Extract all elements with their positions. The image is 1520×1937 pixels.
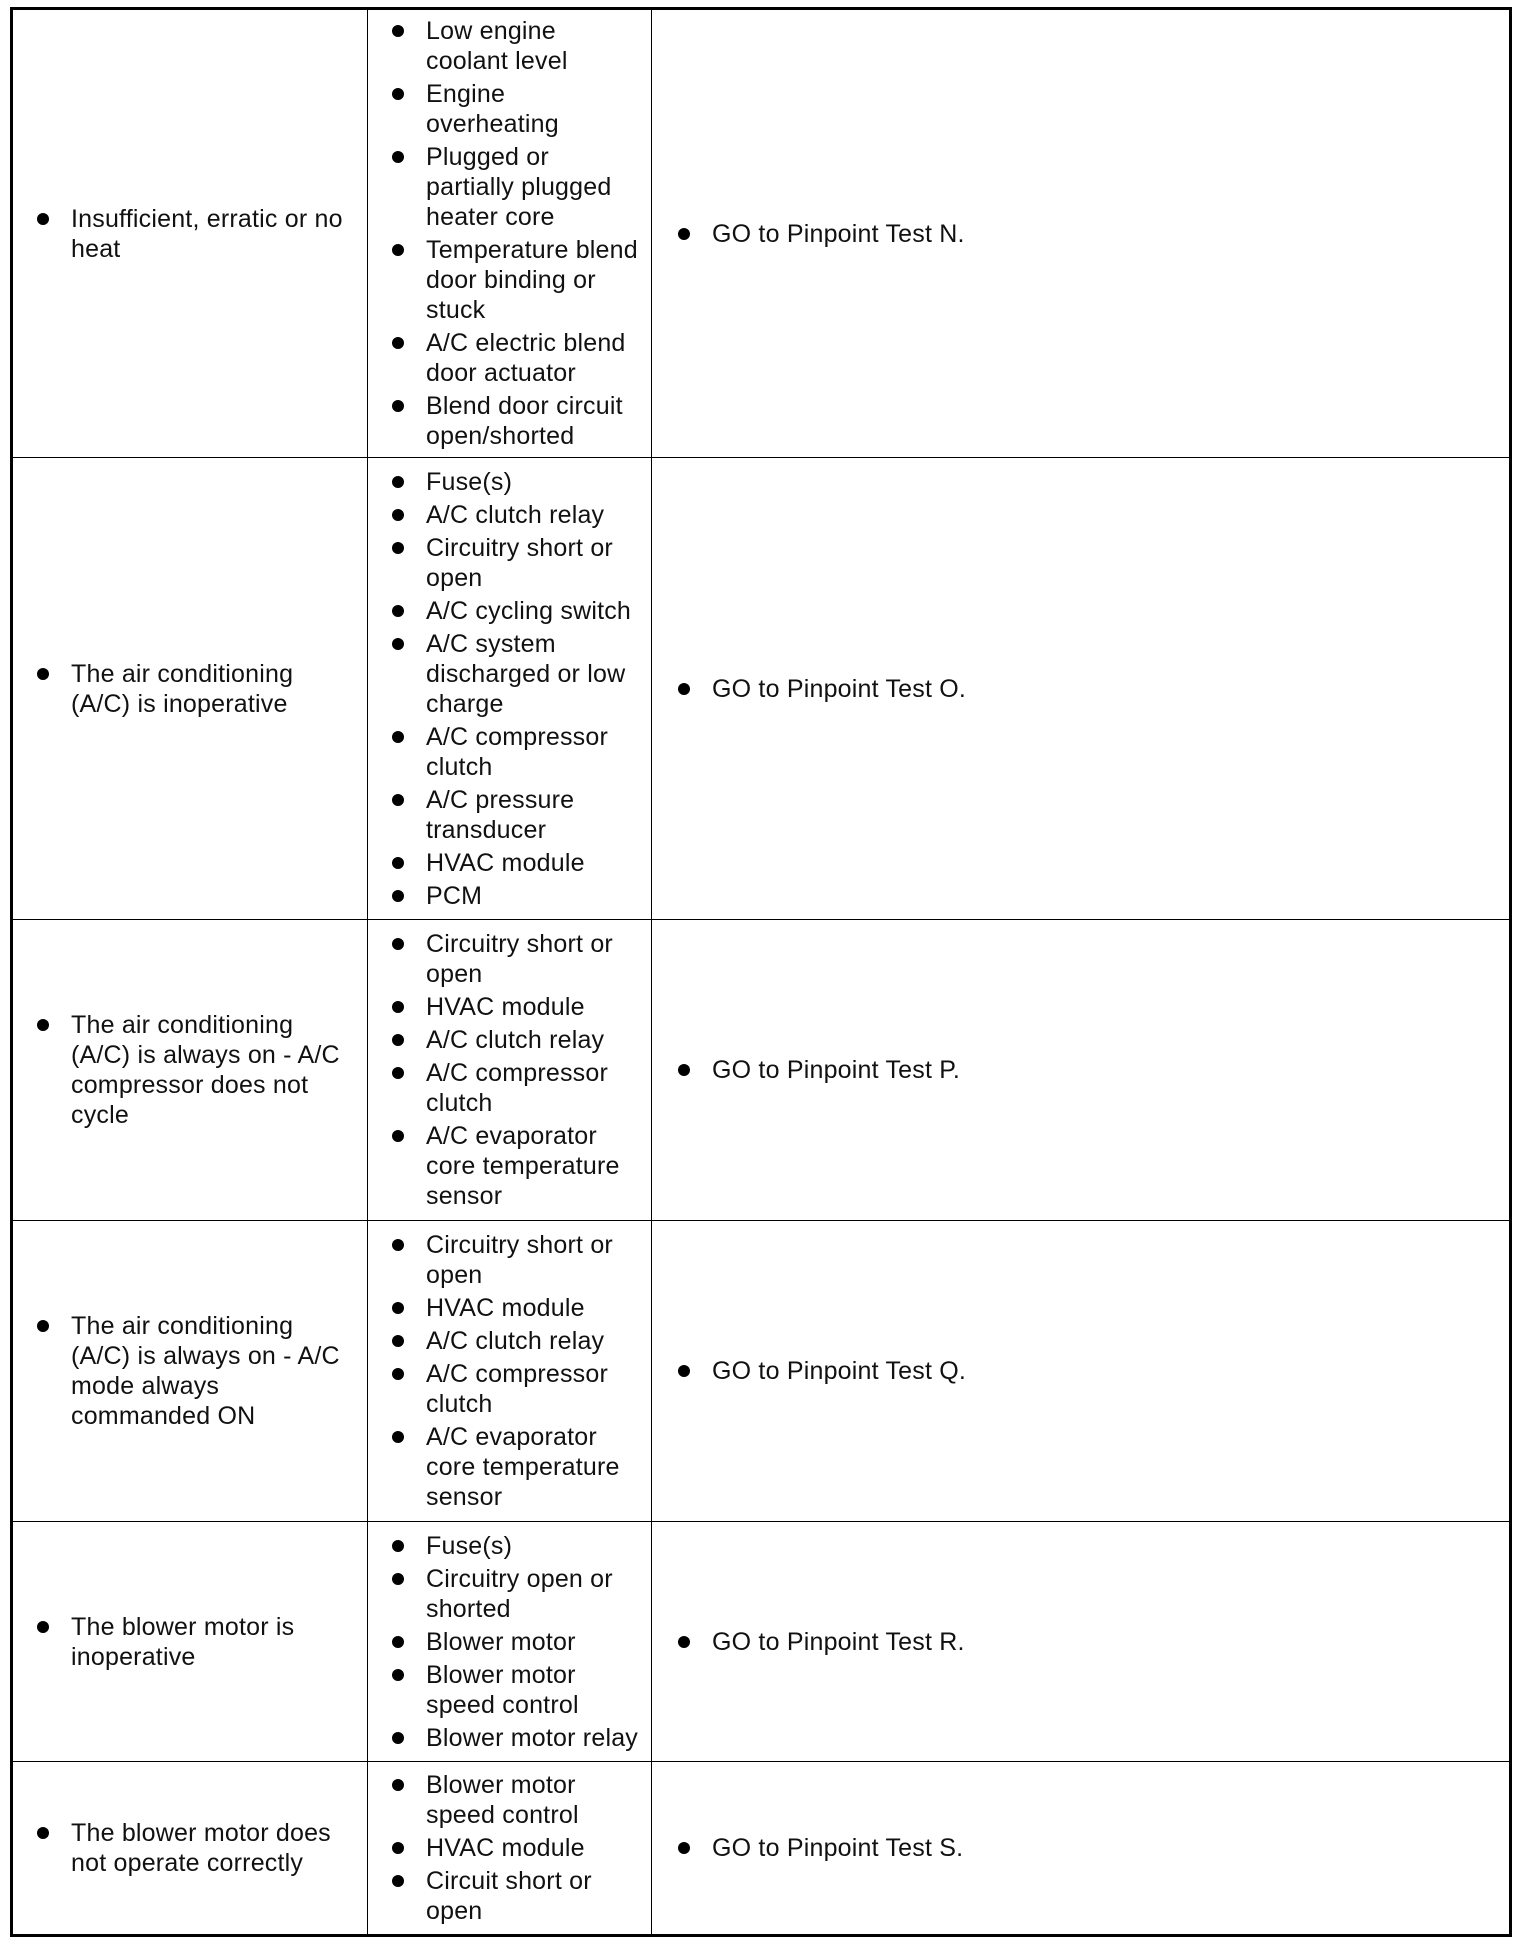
condition-cell (12, 1762, 368, 1936)
condition-text: The blower motor does not operate correctly (35, 1818, 357, 1878)
cause-item: A/C system discharged or low charge (390, 629, 641, 719)
cause-item: Circuitry open or shorted (390, 1564, 641, 1624)
cause-item: Low engine coolant level (390, 16, 641, 76)
condition-text: The air conditioning (A/C) is inoperative (35, 659, 357, 719)
cause-item: Circuitry short or open (390, 929, 641, 989)
cause-item: Plugged or partially plugged heater core (390, 142, 641, 232)
cause-item: A/C electric blend door actuator (390, 328, 641, 388)
action-text: GO to Pinpoint Test P. (676, 1055, 1499, 1085)
causes-cell (368, 1221, 652, 1522)
cause-item: A/C evaporator core temperature sensor (390, 1422, 641, 1512)
action-cell (652, 458, 1511, 920)
action-cell (652, 920, 1511, 1221)
cause-item: Temperature blend door binding or stuck (390, 235, 641, 325)
causes-list (390, 929, 641, 1211)
cause-item: Circuitry short or open (390, 1230, 641, 1290)
cause-item: Blower motor speed control (390, 1770, 641, 1830)
causes-cell (368, 1522, 652, 1762)
cause-item: HVAC module (390, 1833, 641, 1863)
cause-item: A/C cycling switch (390, 596, 641, 626)
cause-item: Circuit short or open (390, 1866, 641, 1926)
causes-list (390, 1230, 641, 1512)
cause-item: A/C compressor clutch (390, 1058, 641, 1118)
causes-list (390, 16, 641, 451)
causes-cell (368, 458, 652, 920)
cause-item: HVAC module (390, 848, 641, 878)
cause-item: A/C evaporator core temperature sensor (390, 1121, 641, 1211)
cause-item: A/C clutch relay (390, 500, 641, 530)
cause-item: Engine overheating (390, 79, 641, 139)
cause-item: Blower motor (390, 1627, 641, 1657)
cause-item: Blower motor speed control (390, 1660, 641, 1720)
table-row (12, 458, 1511, 920)
condition-cell (12, 458, 368, 920)
action-text: GO to Pinpoint Test S. (676, 1833, 1499, 1863)
table-row (12, 9, 1511, 458)
cause-item: A/C clutch relay (390, 1326, 641, 1356)
cause-item: PCM (390, 881, 641, 911)
symptom-chart-table (10, 7, 1512, 1937)
action-text: GO to Pinpoint Test R. (676, 1627, 1499, 1657)
table-row (12, 920, 1511, 1221)
condition-cell (12, 9, 368, 458)
action-cell (652, 1221, 1511, 1522)
causes-cell (368, 9, 652, 458)
cause-item: HVAC module (390, 992, 641, 1022)
cause-item: Blend door circuit open/shorted (390, 391, 641, 451)
action-cell (652, 9, 1511, 458)
cause-item: Circuitry short or open (390, 533, 641, 593)
cause-item: Fuse(s) (390, 467, 641, 497)
action-cell (652, 1762, 1511, 1936)
action-cell (652, 1522, 1511, 1762)
condition-cell (12, 1522, 368, 1762)
action-text: GO to Pinpoint Test O. (676, 674, 1499, 704)
causes-cell (368, 920, 652, 1221)
cause-item: A/C pressure transducer (390, 785, 641, 845)
causes-list (390, 1531, 641, 1753)
action-text: GO to Pinpoint Test N. (676, 219, 1499, 249)
cause-item: A/C compressor clutch (390, 722, 641, 782)
condition-cell (12, 1221, 368, 1522)
causes-list (390, 1770, 641, 1926)
condition-text: The blower motor is inoperative (35, 1612, 357, 1672)
causes-cell (368, 1762, 652, 1936)
cause-item: A/C compressor clutch (390, 1359, 641, 1419)
cause-item: HVAC module (390, 1293, 641, 1323)
condition-cell (12, 920, 368, 1221)
table-row (12, 1522, 1511, 1762)
table-row (12, 1221, 1511, 1522)
action-text: GO to Pinpoint Test Q. (676, 1356, 1499, 1386)
cause-item: Fuse(s) (390, 1531, 641, 1561)
condition-text: The air conditioning (A/C) is always on - A/C compressor does not cycle (35, 1010, 357, 1130)
cause-item: Blower motor relay (390, 1723, 641, 1753)
table-row (12, 1762, 1511, 1936)
cause-item: A/C clutch relay (390, 1025, 641, 1055)
condition-text: Insufficient, erratic or no heat (35, 204, 357, 264)
condition-text: The air conditioning (A/C) is always on - A/C mode always commanded ON (35, 1311, 357, 1431)
causes-list (390, 467, 641, 911)
